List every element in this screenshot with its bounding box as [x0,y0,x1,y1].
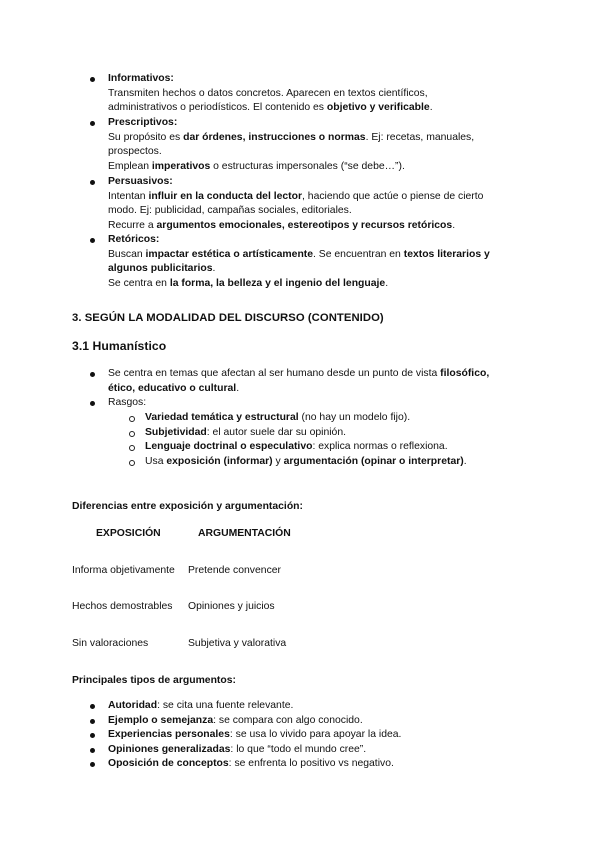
text-run: . [385,277,389,289]
table-cell: Hechos demostrables [72,601,173,612]
text-run: Rasgos: [108,397,147,408]
bullet-icon [90,77,95,82]
text-run: . [452,219,456,231]
list-item-title: Retóricos: [108,234,160,245]
section-heading: 3. SEGÚN LA MODALIDAD DEL DISCURSO (CONTENIDO) [72,312,384,324]
text-line [108,131,474,146]
text-run: Emplean [108,160,152,172]
bold-text: textos literarios y [403,248,490,260]
text-run: (no hay un modelo fijo). [298,412,411,423]
bold-text: Experiencias personales [108,729,230,741]
text-run: : se usa lo vivido para apoyar la idea. [229,729,402,741]
bold-text: Subjetividad [145,426,207,438]
text-line [108,145,162,160]
hollow-bullet-icon [129,460,135,466]
text-run: , haciendo que actúe o piense de cierto [302,190,484,202]
text-run: Buscan [108,248,146,260]
text-run: : se compara con algo conocido. [213,714,363,726]
text-line [108,367,489,382]
table-header-argumentacion: ARGUMENTACIÓN [198,528,291,539]
list-item-title: Persuasivos: [108,176,173,187]
text-run: Transmiten hechos o datos concretos. Aparecen en textos científicos, [108,87,428,99]
text-line [108,160,405,175]
text-run: . Se encuentran en [313,248,404,260]
bold-text: Opiniones generalizadas [108,743,231,755]
text-run: Usa [145,455,167,467]
text-run: Su propósito es [108,131,184,143]
table-cell: Informa objetivamente [72,565,175,576]
bullet-icon [90,401,95,406]
text-line [108,101,433,116]
hollow-bullet-icon [129,416,135,422]
text-line [145,455,467,470]
bold-text: argumentos emocionales, estereotipos y recursos retóricos [156,219,453,231]
text-line [108,248,490,263]
table-cell: Opiniones y juicios [188,601,275,612]
text-run: . [463,455,467,467]
bold-text: la forma, la belleza y el ingenio del lenguaje [169,277,386,289]
bold-text: Autoridad [108,700,158,711]
bold-text: exposición (informar) [166,455,273,467]
text-run: Se centra en [108,277,170,289]
text-line [145,411,410,426]
text-run: administrativos o periodísticos. El contenido es [108,102,327,114]
text-run: : se cita una fuente relevante. [157,700,294,711]
text-line [108,382,239,397]
bullet-icon [90,372,95,377]
text-run: . [212,263,216,275]
text-line [108,204,352,219]
text-run: y [272,455,284,467]
text-line [108,262,215,277]
text-run: prospectos. [108,146,162,158]
text-run: Intentan [108,190,149,202]
bold-text: impactar estética o artísticamente [145,248,314,260]
arguments-title: Principales tipos de argumentos: [72,675,236,686]
bullet-icon [90,180,95,185]
bold-text: algunos publicitarios [108,263,213,275]
bold-text: ético, educativo o cultural [108,382,237,394]
bold-text: imperativos [151,160,211,172]
text-run: modo. Ej: publicidad, campañas sociales, editoriales. [108,205,352,217]
text-line [108,190,483,205]
text-run: Se centra en temas que afectan al ser humano desde un punto de vista [108,368,441,379]
text-line [108,87,428,102]
bullet-icon [90,762,95,767]
bold-text: Oposición de conceptos [108,758,229,770]
bold-text: Ejemplo o semejanza [108,714,214,726]
text-line [108,743,366,758]
bullet-icon [90,733,95,738]
bullet-icon [90,719,95,724]
text-line [108,277,388,292]
text-line [108,219,455,234]
table-header-exposicion: EXPOSICIÓN [96,528,161,539]
text-line [145,440,448,455]
table-cell: Subjetiva y valorativa [188,638,287,649]
bullet-icon [90,704,95,709]
text-line [108,757,394,772]
bold-text: filosófico, [440,368,490,379]
bold-text: dar órdenes, instrucciones o normas [183,131,366,143]
bullet-icon [90,748,95,753]
table-cell: Sin valoraciones [72,638,149,649]
text-line [108,699,293,714]
text-line [145,426,346,441]
text-line [108,728,401,743]
hollow-bullet-icon [129,445,135,451]
text-run: . Ej: recetas, manuales, [365,131,475,143]
text-run: o estructuras impersonales (“se debe…”). [210,160,405,172]
text-run: . [429,102,433,114]
hollow-bullet-icon [129,431,135,437]
bullet-icon [90,238,95,243]
bold-text: objetivo y verificable [326,102,430,114]
table-cell: Pretende convencer [188,565,281,576]
text-run: : se enfrenta lo positivo vs negativo. [228,758,394,770]
text-line [108,714,363,729]
list-item-title: Informativos: [108,73,174,84]
text-run: : lo que “todo el mundo cree”. [230,743,367,755]
text-line [108,396,146,411]
bullet-icon [90,121,95,126]
bold-text: Lenguaje doctrinal o especulativo [145,441,313,453]
text-run: : explica normas o reflexiona. [312,441,448,453]
bold-text: influir en la conducta del lector [148,190,303,202]
subsection-heading: 3.1 Humanístico [72,339,167,353]
bold-text: argumentación (opinar o interpretar) [283,455,464,467]
text-run: . [236,382,240,394]
differences-title: Diferencias entre exposición y argumentación: [72,501,303,512]
text-run: : el autor suele dar su opinión. [206,426,346,438]
bold-text: Variedad temática y estructural [145,412,299,423]
text-run: Recurre a [108,219,157,231]
list-item-title: Prescriptivos: [108,117,178,128]
